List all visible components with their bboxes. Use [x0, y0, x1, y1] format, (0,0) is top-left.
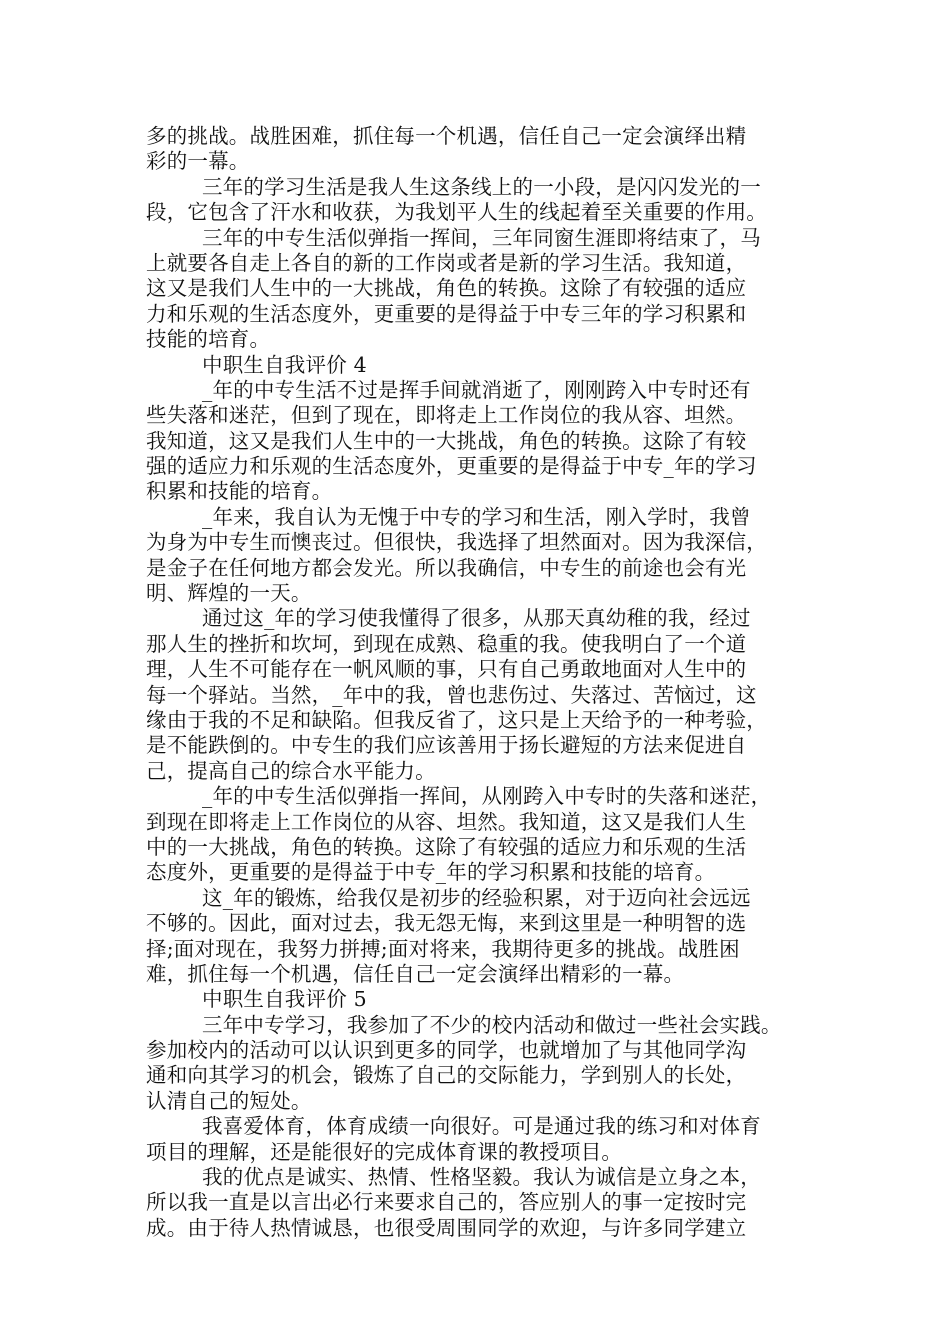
- text-line: 上就要各自走上各自的新的工作岗或者是新的学习生活。我知道，: [146, 250, 747, 275]
- text-line: 参加校内的活动可以认识到更多的同学，也就增加了与其他同学沟: [146, 1038, 747, 1063]
- text-line: 是不能跌倒的。中专生的我们应该善用于扬长避短的方法来促进自: [146, 733, 747, 758]
- text-line: 技能的培育。: [146, 327, 271, 352]
- text-line: 我知道，这又是我们人生中的一大挑战，角色的转换。这除了有较: [146, 428, 747, 453]
- text-line: 成。由于待人热情诚恳，也很受周围同学的欢迎，与许多同学建立: [146, 1215, 747, 1240]
- text-line: 认清自己的短处。: [146, 1088, 312, 1113]
- text-line: _年来，我自认为无愧于中专的学习和生活，刚入学时，我曾: [202, 504, 751, 529]
- text-line: 通过这_年的学习使我懂得了很多，从那天真幼稚的我，经过: [202, 606, 751, 631]
- text-line: _年的中专生活似弹指一挥间，从刚跨入中专时的失落和迷茫，: [202, 784, 772, 809]
- text-line: 是金子在任何地方都会发光。所以我确信，中专生的前途也会有光: [146, 555, 747, 580]
- text-line: 多的挑战。战胜困难，抓住每一个机遇，信任自己一定会演绎出精: [146, 124, 747, 148]
- text-line: 态度外，更重要的是得益于中专_年的学习积累和技能的培育。: [146, 860, 716, 885]
- text-line: 彩的一幕。: [146, 149, 250, 174]
- text-line: 那人生的挫折和坎坷，到现在成熟、稳重的我。使我明白了一个道: [146, 631, 747, 656]
- text-line: 强的适应力和乐观的生活态度外，更重要的是得益于中专_年的学习: [146, 454, 757, 479]
- text-line: _年的中专生活不过是挥手间就消逝了，刚刚跨入中专时还有: [202, 377, 751, 402]
- text-line: 明、辉煌的一天。: [146, 581, 312, 606]
- text-line: 理，人生不可能存在一帆风顺的事，只有自己勇敢地面对人生中的: [146, 657, 747, 682]
- text-line: 三年中专学习，我参加了不少的校内活动和做过一些社会实践。: [202, 1012, 782, 1037]
- text-line: 通和向其学习的机会，锻炼了自己的交际能力，学到别人的长处，: [146, 1063, 747, 1088]
- text-line: 我喜爱体育，体育成绩一向很好。可是通过我的练习和对体育: [202, 1114, 761, 1139]
- document-body-text: [146, 124, 810, 1241]
- text-line: 为身为中专生而懊丧过。但很快，我选择了坦然面对。因为我深信，: [146, 530, 767, 555]
- text-line: 我的优点是诚实、热情、性格坚毅。我认为诚信是立身之本，: [202, 1165, 761, 1190]
- text-line: 择;面对现在，我努力拼搏;面对将来，我期待更多的挑战。战胜困: [146, 936, 740, 961]
- text-line: 些失落和迷茫，但到了现在，即将走上工作岗位的我从容、坦然。: [146, 403, 747, 428]
- text-line: 不够的。因此，面对过去，我无怨无悔，来到这里是一种明智的选: [146, 911, 747, 936]
- text-line: 难，抓住每一个机遇，信任自己一定会演绎出精彩的一幕。: [146, 961, 685, 986]
- text-line: 这_年的锻炼，给我仅是初步的经验积累，对于迈向社会远远: [202, 885, 751, 910]
- text-line: 三年的学习生活是我人生这条线上的一小段，是闪闪发光的一: [202, 174, 761, 199]
- text-line: 己，提高自己的综合水平能力。: [146, 758, 436, 783]
- section-heading: 中职生自我评价 5: [202, 987, 367, 1012]
- text-line: 项目的理解，还是能很好的完成体育课的教授项目。: [146, 1139, 623, 1164]
- text-line: 中的一大挑战，角色的转换。这除了有较强的适应力和乐观的生活: [146, 834, 747, 859]
- text-line: 段，它包含了汗水和收获，为我划平人生的线起着至关重要的作用。: [146, 200, 767, 225]
- section-heading: 中职生自我评价 4: [202, 352, 367, 377]
- text-line: 所以我一直是以言出必行来要求自己的，答应别人的事一定按时完: [146, 1190, 747, 1215]
- text-line: 三年的中专生活似弹指一挥间，三年同窗生涯即将结束了，马: [202, 225, 761, 250]
- text-line: 缘由于我的不足和缺陷。但我反省了，这只是上天给予的一种考验，: [146, 707, 767, 732]
- text-line: 每一个驿站。当然，_年中的我，曾也悲伤过、失落过、苦恼过，这: [146, 682, 757, 707]
- text-line: 到现在即将走上工作岗位的从容、坦然。我知道，这又是我们人生: [146, 809, 747, 834]
- text-line: 力和乐观的生活态度外，更重要的是得益于中专三年的学习积累和: [146, 301, 747, 326]
- text-line: 积累和技能的培育。: [146, 479, 333, 504]
- text-line: 这又是我们人生中的一大挑战，角色的转换。这除了有较强的适应: [146, 276, 747, 301]
